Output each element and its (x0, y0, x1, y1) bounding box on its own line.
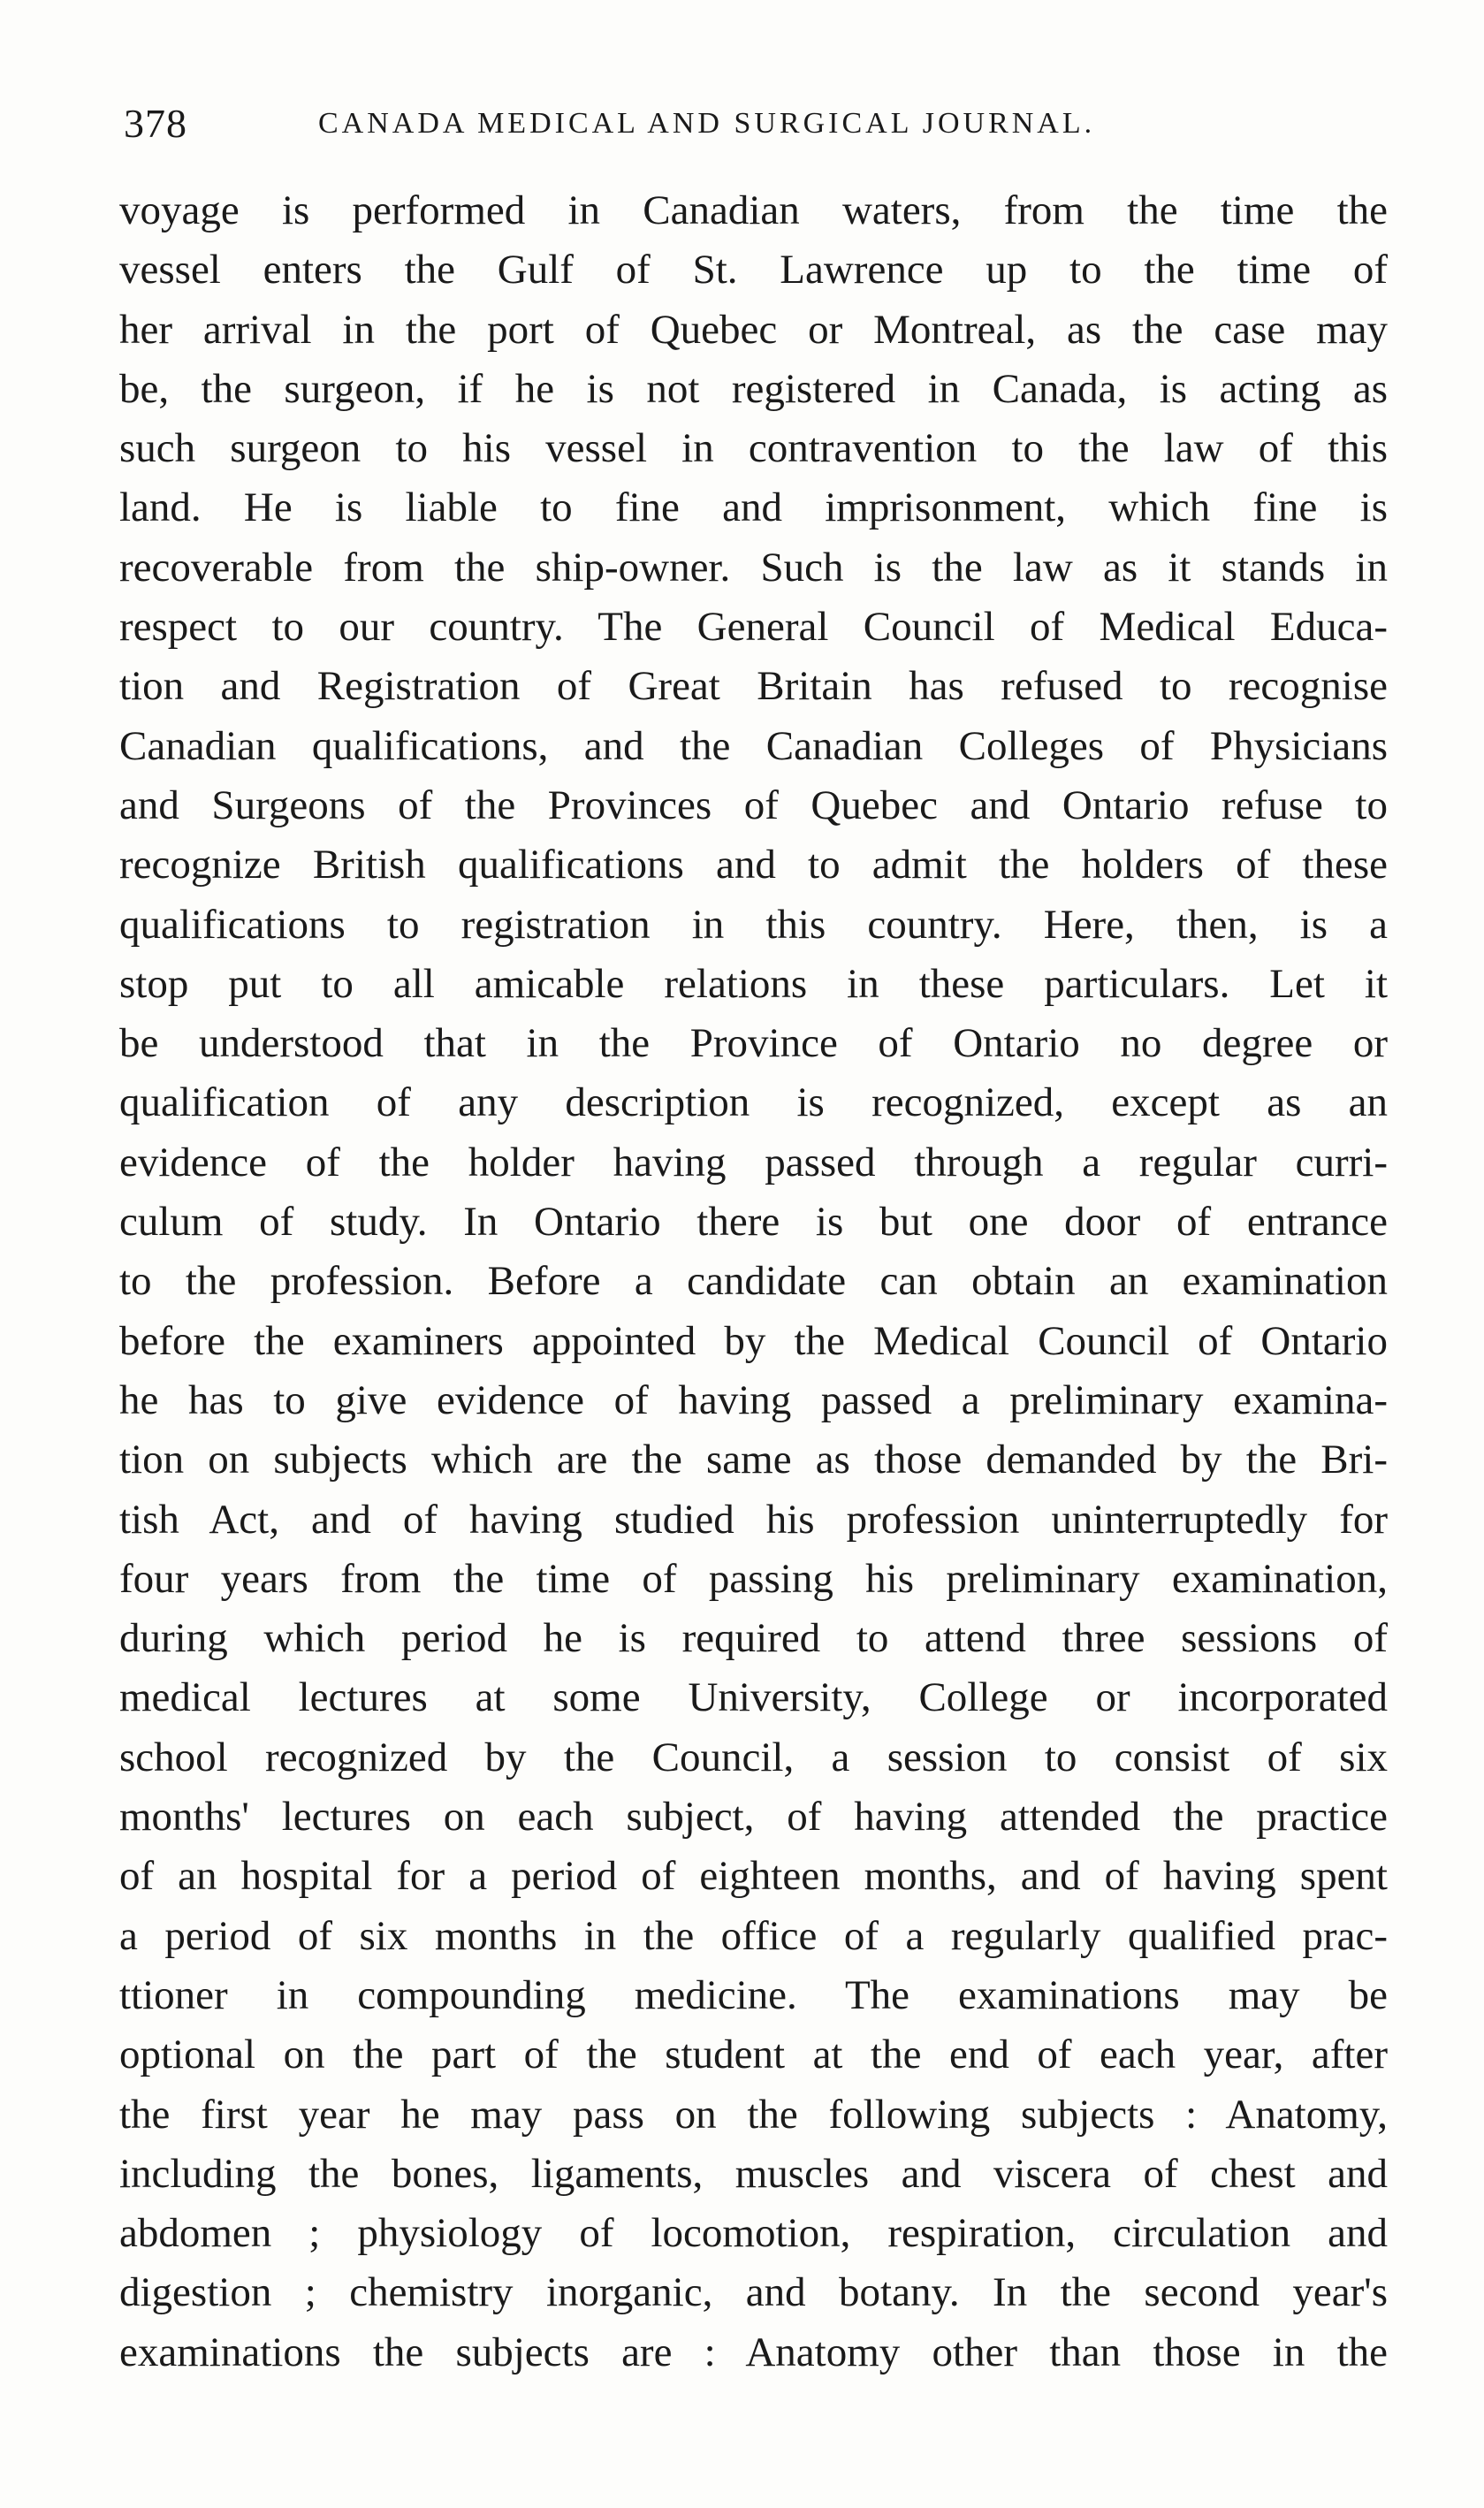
text-line: a period of six months in the office of a regularly qualified prac- (119, 1912, 1388, 1959)
text-line: of an hospital for a period of eighteen months, and of having spent (119, 1853, 1388, 1900)
text-line: tion on subjects which are the same as those demanded by the Bri- (119, 1437, 1388, 1483)
text-line: be understood that in the Province of Ontario no degree or (119, 1020, 1388, 1067)
text-line: vessel enters the Gulf of St. Lawrence up to the time of (119, 247, 1388, 293)
text-line: he has to give evidence of having passed a preliminary examina- (119, 1376, 1388, 1423)
text-line: stop put to all amicable relations in these particulars. Let it (119, 960, 1388, 1007)
text-line: before the examiners appointed by the Medical Council of Ontario (119, 1317, 1388, 1364)
text-line: be, the surgeon, if he is not registered in Canada, is acting as (119, 365, 1388, 412)
text-line: to the profession. Before a candidate can obtain an examination (119, 1258, 1388, 1305)
page-number: 378 (124, 101, 187, 146)
text-line: land. He is liable to fine and imprisonment, which fine is (119, 484, 1388, 531)
body-text (119, 181, 1388, 2382)
text-line: digestion ; chemistry inorganic, and botany. In the second year's (119, 2269, 1388, 2316)
text-line: the first year he may pass on the following subjects : Anatomy, (119, 2091, 1388, 2138)
text-line: months' lectures on each subject, of having attended the practice (119, 1794, 1388, 1841)
page-header (124, 93, 1361, 155)
text-line: recoverable from the ship-owner. Such is the law as it stands in (119, 544, 1388, 591)
text-line: abdomen ; physiology of locomotion, respiration, circulation and (119, 2210, 1388, 2257)
running-head: CANADA MEDICAL AND SURGICAL JOURNAL. (318, 107, 1096, 140)
text-line: recognize British qualifications and to admit the holders of these (119, 842, 1388, 888)
text-line: tish Act, and of having studied his profession uninterruptedly for (119, 1496, 1388, 1543)
text-line: school recognized by the Council, a session to consist of six (119, 1734, 1388, 1780)
text-line: ttioner in compounding medicine. The examinations may be (119, 1971, 1388, 2018)
text-line: and Surgeons of the Provinces of Quebec and Ontario refuse to (119, 781, 1388, 828)
text-line: evidence of the holder having passed through a regular curri- (119, 1139, 1388, 1185)
text-line: four years from the time of passing his preliminary examination, (119, 1555, 1388, 1602)
text-line: culum of study. In Ontario there is but one door of entrance (119, 1199, 1388, 1246)
text-line: optional on the part of the student at the end of each year, after (119, 2032, 1388, 2078)
text-line: her arrival in the port of Quebec or Montreal, as the case may (119, 306, 1388, 353)
text-line: Canadian qualifications, and the Canadian Colleges of Physicians (119, 722, 1388, 769)
text-line: tion and Registration of Great Britain has refused to recognise (119, 663, 1388, 710)
text-line: medical lectures at some University, College or incorporated (119, 1674, 1388, 1721)
text-line: such surgeon to his vessel in contravention to the law of this (119, 425, 1388, 472)
text-line: including the bones, ligaments, muscles and viscera of chest and (119, 2150, 1388, 2197)
text-line: voyage is performed in Canadian waters, from the time the (119, 187, 1388, 233)
text-line: respect to our country. The General Council of Medical Educa- (119, 604, 1388, 651)
text-line: qualifications to registration in this country. Here, then, is a (119, 901, 1388, 948)
text-line: during which period he is required to attend three sessions of (119, 1615, 1388, 1662)
text-line: qualification of any description is recognized, except as an (119, 1079, 1388, 1126)
text-line: examinations the subjects are : Anatomy other than those in the (119, 2329, 1388, 2375)
